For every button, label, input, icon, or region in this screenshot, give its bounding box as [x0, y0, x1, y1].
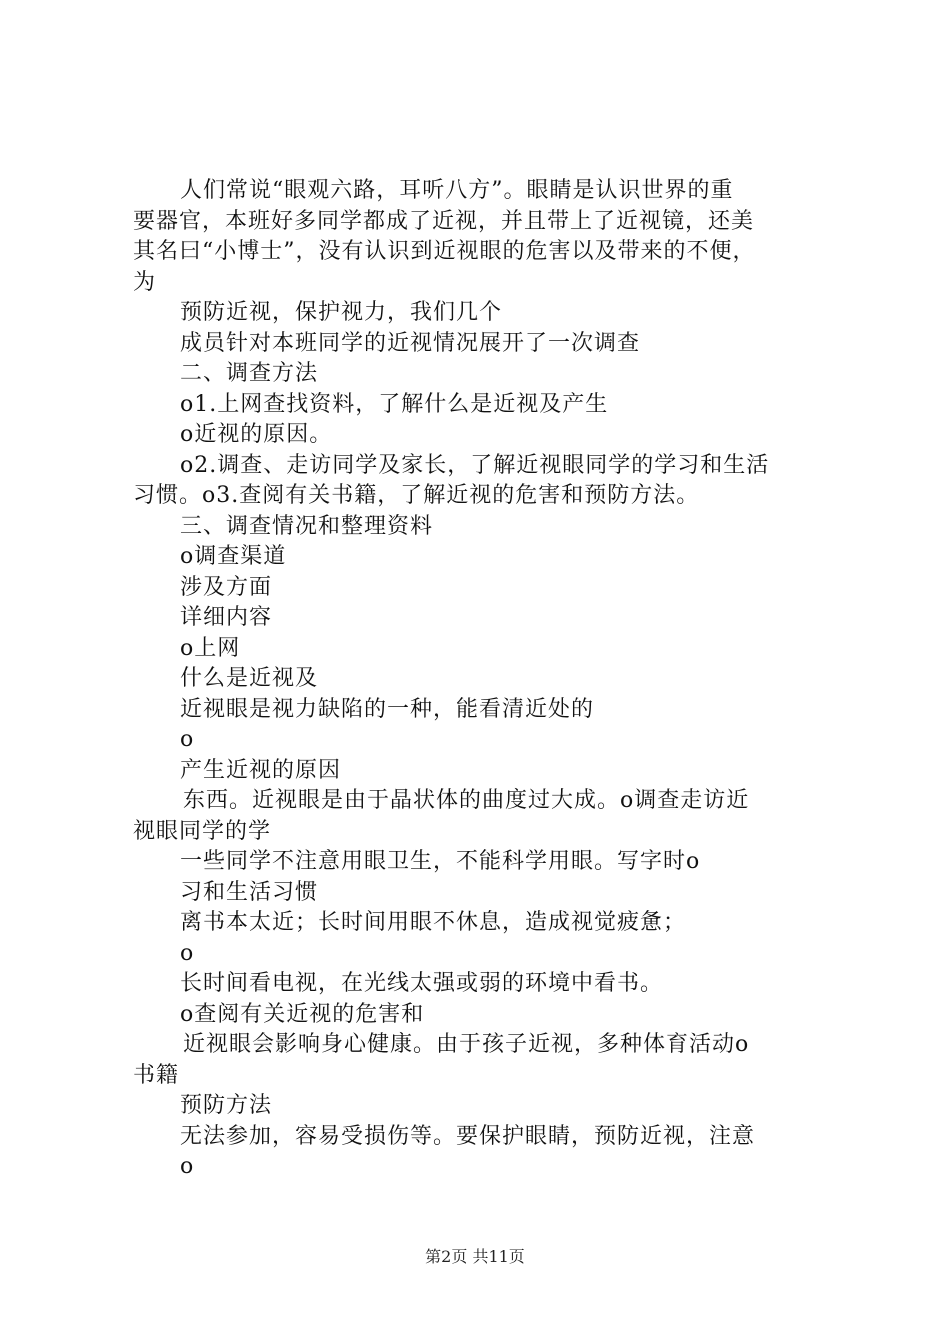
- text-line: o: [180, 727, 195, 752]
- text-line: 无法参加，容易受损伤等。要保护眼睛，预防近视，注意: [180, 1123, 756, 1149]
- text-line: 习和生活习惯: [180, 879, 319, 905]
- section-heading: 二、调查方法: [180, 361, 319, 386]
- text-line: o近视的原因。: [180, 422, 333, 447]
- text-line: o: [180, 1154, 195, 1179]
- text-line: 书籍: [133, 1062, 180, 1088]
- text-line: 预防方法: [180, 1093, 273, 1118]
- text-line: 预防近视，保护视力，我们几个: [180, 300, 503, 325]
- text-line: 涉及方面: [180, 574, 273, 600]
- text-line: 习惯。o3.查阅有关书籍，了解近视的危害和预防方法。: [133, 483, 700, 508]
- text-line: 长时间看电视，在光线太强或弱的环境中看书。: [180, 971, 664, 996]
- text-line: 要器官，本班好多同学都成了近视，并且带上了近视镜，还美: [133, 208, 755, 234]
- section-heading: 三、调查情况和整理资料: [180, 513, 434, 539]
- text-line: o: [180, 940, 195, 966]
- text-line: 一些同学不注意用眼卫生，不能科学用眼。写字时o: [180, 849, 701, 874]
- text-line: 视眼同学的学: [133, 818, 272, 844]
- text-line: 成员针对本班同学的近视情况展开了一次调查: [180, 330, 641, 356]
- text-line: 近视眼会影响身心健康。由于孩子近视，多种体育活动o: [183, 1032, 750, 1057]
- text-line: o调查渠道: [180, 544, 287, 569]
- text-line: 为: [133, 269, 157, 295]
- document-body: [133, 176, 843, 1183]
- text-line: o2.调查、走访同学及家长，了解近视眼同学的学习和生活: [180, 452, 770, 478]
- text-line: 东西。近视眼是由于晶状体的曲度过大成。o调查走访近: [183, 788, 750, 813]
- text-line: o1.上网查找资料，了解什么是近视及产生: [180, 391, 609, 417]
- text-line: o上网: [180, 635, 241, 661]
- text-line: 人们常说“眼观六路，耳听八方”。眼睛是认识世界的重: [180, 178, 734, 203]
- page-number-footer: 第2页 共11页: [425, 1247, 525, 1266]
- text-line: 近视眼是视力缺陷的一种，能看清近处的: [180, 696, 595, 722]
- text-line: 详细内容: [180, 605, 273, 630]
- text-line: 什么是近视及: [180, 666, 319, 691]
- text-line: 其名曰“小博士”，没有认识到近视眼的危害以及带来的不便，: [133, 239, 756, 264]
- text-line: 产生近视的原因: [180, 757, 342, 783]
- text-line: o查阅有关近视的危害和: [180, 1001, 425, 1027]
- text-line: 离书本太近；长时间用眼不休息，造成视觉疲惫；: [180, 910, 687, 935]
